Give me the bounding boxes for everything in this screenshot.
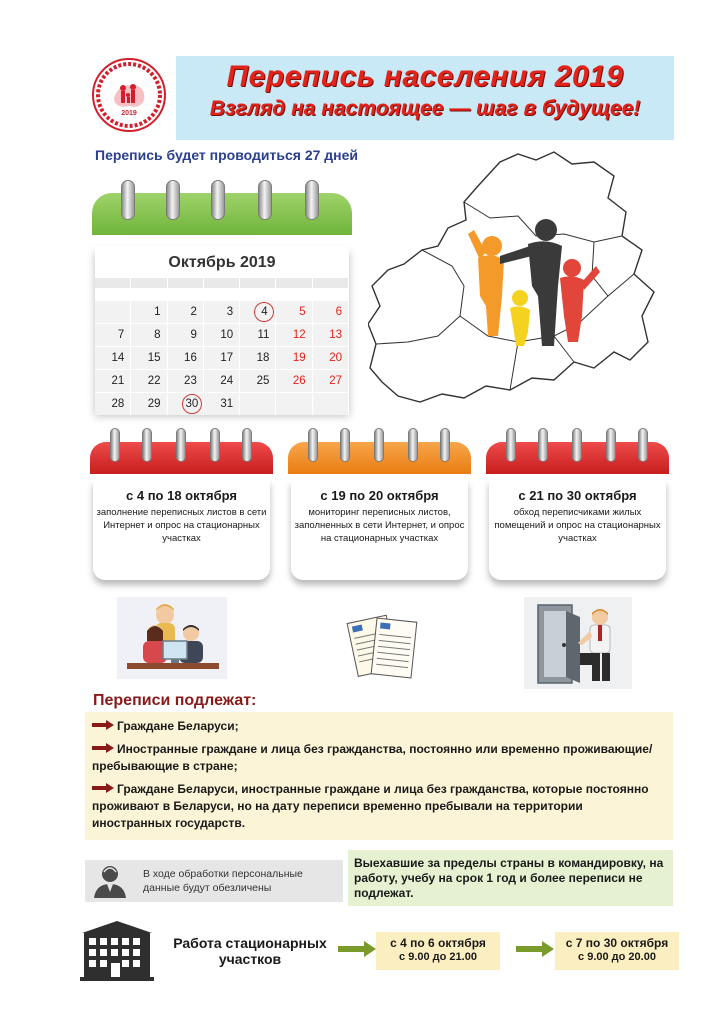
calendar-day-number: 15 xyxy=(147,352,161,364)
calendar-day xyxy=(168,393,204,415)
anonymity-note: В ходе обработки персональные данные будут обезличены xyxy=(143,868,303,894)
calendar-day-number: 13 xyxy=(329,329,342,341)
calendar-day xyxy=(95,347,131,369)
subject-item-text: Граждане Беларуси, иностранные граждане и лица без гражданства, которые постоянно проживают в Беларуси, но на дату переписи временно пребывали на территории иностранных государств. xyxy=(92,782,649,830)
calendar-month: Октябрь 2019 xyxy=(168,254,276,271)
calendar-day-number: 5 xyxy=(299,306,306,318)
phase-dates: с 4 по 18 октября xyxy=(126,488,237,503)
calendar-ring xyxy=(121,180,135,220)
calendar-weekday-header xyxy=(204,278,240,288)
station-period-2 xyxy=(555,932,679,970)
calendar-ring xyxy=(258,180,272,220)
calendar-day xyxy=(204,393,240,415)
calendar-day-number: 11 xyxy=(257,329,270,341)
logo-year: 2019 xyxy=(121,110,137,117)
calendar-day-number: 24 xyxy=(220,375,234,387)
calendar-day xyxy=(276,370,312,392)
calendar-day xyxy=(95,301,131,323)
calendar-day-number: 21 xyxy=(111,375,125,387)
calendar-ring xyxy=(440,428,450,462)
page-subtitle: Взгляд на настоящее — шаг в будущее! xyxy=(209,97,641,120)
period-dates: с 7 по 30 октября xyxy=(565,936,669,950)
calendar-day xyxy=(240,370,276,392)
calendar-day-number: 16 xyxy=(184,352,197,364)
arrow-right-icon xyxy=(92,720,114,730)
calendar-day-number: 23 xyxy=(184,375,197,387)
calendar-day-number: 18 xyxy=(256,352,270,364)
calendar-day xyxy=(168,370,204,392)
calendar-day xyxy=(131,324,167,346)
people-at-computer-illustration xyxy=(117,597,227,679)
subject-item-text: Иностранные граждане и лица без гражданства, постоянно или временно проживающие/пребывающие в стране; xyxy=(92,742,653,773)
building-icon xyxy=(80,921,154,981)
station-period-1 xyxy=(376,932,500,970)
calendar-ring xyxy=(606,428,616,462)
calendar-weekday-header xyxy=(240,278,276,288)
calendar-weekday-header xyxy=(276,278,312,288)
subject-item-text: Граждане Беларуси; xyxy=(117,719,239,733)
calendar-ring xyxy=(374,428,384,462)
calendar-day xyxy=(313,347,349,369)
calendar-weekday-header xyxy=(95,278,131,288)
calendar-day xyxy=(313,370,349,392)
calendar-day-number: 26 xyxy=(292,375,306,387)
arrow-right-icon xyxy=(338,941,376,957)
calendar-day xyxy=(313,393,349,415)
calendar-ring xyxy=(340,428,350,462)
calendar-day-number: 6 xyxy=(335,306,342,318)
calendar-day-number: 22 xyxy=(147,375,161,387)
calendar-day xyxy=(240,347,276,369)
calendar-day-number: 2 xyxy=(190,306,197,318)
period-hours: с 9.00 до 21.00 xyxy=(399,951,477,963)
subject-item xyxy=(92,741,662,775)
abroad-note: Выехавшие за пределы страны в командировку, на работу, учебу на срок 1 год и более переписи не подлежат. xyxy=(354,856,664,900)
calendar-day xyxy=(313,301,349,323)
calendar-ring xyxy=(408,428,418,462)
calendar-day xyxy=(240,393,276,415)
calendar-day xyxy=(168,301,204,323)
person-icon xyxy=(90,862,130,900)
phase-card-1 xyxy=(90,428,273,584)
page-title: Перепись населения 2019 xyxy=(226,60,624,93)
calendar-day-number: 8 xyxy=(154,329,161,341)
calendar-ring xyxy=(506,428,516,462)
calendar-day-number: 3 xyxy=(226,306,234,318)
calendar-weekday-header xyxy=(131,278,167,288)
calendar-day xyxy=(95,324,131,346)
calendar-ring xyxy=(572,428,582,462)
calendar-day xyxy=(204,301,240,323)
calendar-day-number: 1 xyxy=(154,306,161,318)
arrow-right-icon xyxy=(92,783,114,793)
calendar-day-number: 12 xyxy=(292,329,306,341)
stations-label: Работа стационарных участков xyxy=(173,935,327,967)
subject-item xyxy=(92,718,662,735)
phase-description: обход переписчиками жилых помещений и опрос на стационарных участках xyxy=(494,507,661,544)
calendar-ring xyxy=(305,180,319,220)
calendar-day-number: 10 xyxy=(220,329,234,341)
calendar-ring xyxy=(242,428,252,462)
calendar-day-number: 28 xyxy=(111,398,125,410)
phase-card-3 xyxy=(486,428,669,584)
arrow-right-icon xyxy=(516,941,554,957)
calendar-day-number: 29 xyxy=(147,398,161,410)
calendar-ring xyxy=(176,428,186,462)
subject-item xyxy=(92,781,662,832)
calendar-day-number: 30 xyxy=(182,394,202,414)
arrow-right-icon xyxy=(92,743,114,753)
calendar-ring xyxy=(210,428,220,462)
calendar-day xyxy=(95,370,131,392)
phase-description: мониторинг переписных листов, заполненных в сети Интернет, и опрос на стационарных участках xyxy=(294,507,465,544)
calendar-ring xyxy=(308,428,318,462)
calendar-day xyxy=(204,370,240,392)
phase-dates: с 19 по 20 октября xyxy=(320,488,439,503)
calendar-day-number: 7 xyxy=(117,329,125,341)
census-logo xyxy=(92,58,166,132)
calendar-day-number: 17 xyxy=(220,352,234,364)
calendar-day-number: 9 xyxy=(190,329,197,341)
calendar-day-number: 4 xyxy=(254,302,274,322)
calendar-day xyxy=(240,324,276,346)
calendar-day xyxy=(276,301,312,323)
calendar-day xyxy=(276,393,312,415)
phase-dates: с 21 по 30 октября xyxy=(518,488,637,503)
calendar-ring xyxy=(110,428,120,462)
belarus-map xyxy=(368,146,658,416)
calendar-day xyxy=(313,324,349,346)
calendar-weekday-header xyxy=(313,278,349,288)
calendar-day xyxy=(168,347,204,369)
calendar-day xyxy=(240,301,276,323)
calendar-day-number: 14 xyxy=(111,352,125,364)
calendar-weekday-header xyxy=(168,278,204,288)
calendar-day-number: 27 xyxy=(329,375,342,387)
calendar-day xyxy=(131,370,167,392)
phase-description: заполнение переписных листов в сети Интернет и опрос на стационарных участках xyxy=(96,507,267,544)
calendar-day xyxy=(131,347,167,369)
calendar-day xyxy=(276,324,312,346)
calendar-grid xyxy=(95,278,349,415)
calendar-ring xyxy=(166,180,180,220)
calendar-day-number: 31 xyxy=(220,398,234,410)
calendar-day-number: 20 xyxy=(329,352,342,364)
calendar-day xyxy=(276,347,312,369)
calendar-day xyxy=(95,393,131,415)
duration-note: Перепись будет проводиться 27 дней xyxy=(95,147,359,163)
calendar-ring xyxy=(142,428,152,462)
period-hours: с 9.00 до 20.00 xyxy=(578,951,656,963)
calendar-day xyxy=(204,347,240,369)
calendar-ring xyxy=(538,428,548,462)
calendar-ring xyxy=(638,428,648,462)
calendar-day-number: 19 xyxy=(292,352,306,364)
period-dates: с 4 по 6 октября xyxy=(390,936,486,950)
calendar-day-number: 25 xyxy=(256,375,270,387)
phase-card-2 xyxy=(288,428,471,584)
subjects-heading: Переписи подлежат: xyxy=(93,692,257,709)
calendar-day xyxy=(168,324,204,346)
calendar-day xyxy=(131,301,167,323)
calendar-ring xyxy=(211,180,225,220)
calendar-day xyxy=(204,324,240,346)
census-forms-illustration xyxy=(346,608,420,680)
enumerator-at-door-illustration xyxy=(524,597,632,689)
calendar-day xyxy=(131,393,167,415)
